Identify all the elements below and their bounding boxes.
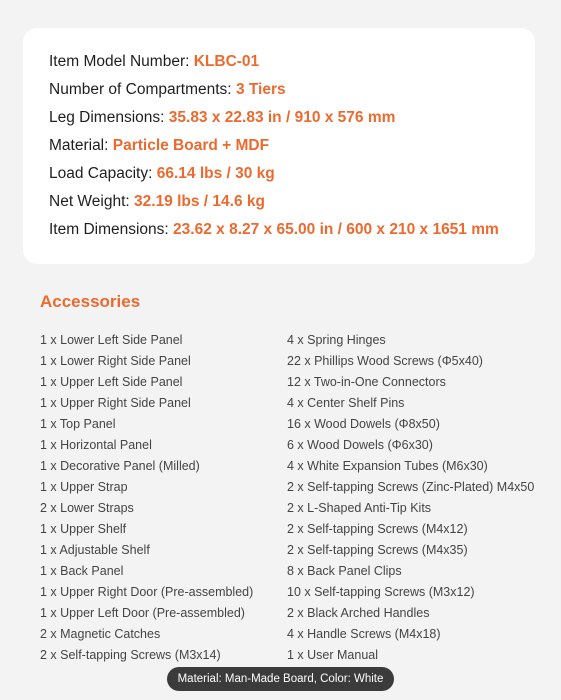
- spec-label: Net Weight:: [49, 193, 135, 210]
- list-item: 1 x Back Panel: [40, 564, 124, 578]
- list-item: 4 x Handle Screws (M4x18): [287, 627, 441, 641]
- list-item: 10 x Self-tapping Screws (M3x12): [287, 585, 475, 599]
- list-item: 4 x Spring Hinges: [287, 333, 386, 347]
- material-color-caption: Material: Man-Made Board, Color: White: [167, 667, 394, 691]
- spec-label: Item Dimensions:: [49, 221, 174, 238]
- spec-label: Material:: [49, 137, 113, 154]
- list-item: 1 x Horizontal Panel: [40, 438, 152, 452]
- list-item: 2 x Self-tapping Screws (M3x14): [40, 648, 221, 662]
- list-item: 1 x Lower Left Side Panel: [40, 333, 183, 347]
- spec-row-material: [49, 132, 499, 160]
- spec-row-leg-dimensions: [49, 104, 499, 132]
- spec-label: Number of Compartments:: [49, 81, 236, 98]
- spec-row-model: [49, 48, 499, 76]
- list-item: 1 x Upper Left Side Panel: [40, 375, 183, 389]
- accessories-title: Accessories: [40, 292, 141, 311]
- list-item: 1 x Top Panel: [40, 417, 116, 431]
- spec-row-item-dimensions: [49, 216, 499, 244]
- spec-label: Leg Dimensions:: [49, 109, 169, 126]
- spec-row-net-weight: [49, 188, 499, 216]
- list-item: 1 x Upper Shelf: [40, 522, 127, 536]
- spec-value: 35.83 x 22.83 in / 910 x 576 mm: [168, 109, 396, 126]
- accessories-list-left: [40, 330, 253, 666]
- list-item: 2 x Black Arched Handles: [287, 606, 430, 620]
- spec-row-load-capacity: [49, 160, 499, 188]
- list-item: 2 x Lower Straps: [40, 501, 134, 515]
- list-item: 1 x Upper Strap: [40, 480, 128, 494]
- list-item: 4 x White Expansion Tubes (M6x30): [287, 459, 488, 473]
- spec-value: 3 Tiers: [235, 81, 286, 98]
- list-item: 2 x L-Shaped Anti-Tip Kits: [287, 501, 432, 515]
- list-item: 1 x Upper Right Side Panel: [40, 396, 191, 410]
- list-item: 4 x Center Shelf Pins: [287, 396, 405, 410]
- list-item: 2 x Self-tapping Screws (Zinc-Plated) M4x50: [287, 480, 535, 494]
- accessories-list-right: [287, 330, 534, 666]
- list-item: 1 x Decorative Panel (Milled): [40, 459, 200, 473]
- list-item: 8 x Back Panel Clips: [287, 564, 402, 578]
- list-item: 1 x Upper Right Door (Pre-assembled): [40, 585, 254, 599]
- spec-value: 32.19 lbs / 14.6 kg: [134, 193, 265, 210]
- list-item: 12 x Two-in-One Connectors: [287, 375, 446, 389]
- list-item: 16 x Wood Dowels (Φ8x50): [287, 417, 440, 431]
- spec-value: 66.14 lbs / 30 kg: [156, 165, 275, 182]
- list-item: 2 x Magnetic Catches: [40, 627, 161, 641]
- spec-row-compartments: [49, 76, 499, 104]
- list-item: 1 x User Manual: [287, 648, 379, 662]
- spec-label: Item Model Number:: [49, 53, 194, 70]
- list-item: 2 x Self-tapping Screws (M4x35): [287, 543, 468, 557]
- spec-value: 23.62 x 8.27 x 65.00 in / 600 x 210 x 1651 mm: [173, 221, 499, 238]
- list-item: 22 x Phillips Wood Screws (Φ5x40): [287, 354, 483, 368]
- list-item: 1 x Upper Left Door (Pre-assembled): [40, 606, 245, 620]
- list-item: 1 x Lower Right Side Panel: [40, 354, 191, 368]
- spec-label: Load Capacity:: [49, 165, 157, 182]
- spec-list: [49, 48, 499, 244]
- spec-value: Particle Board + MDF: [112, 137, 270, 154]
- list-item: 2 x Self-tapping Screws (M4x12): [287, 522, 468, 536]
- list-item: 6 x Wood Dowels (Φ6x30): [287, 438, 433, 452]
- list-item: 1 x Adjustable Shelf: [40, 543, 150, 557]
- spec-value: KLBC-01: [193, 53, 260, 70]
- spec-card: [23, 28, 535, 264]
